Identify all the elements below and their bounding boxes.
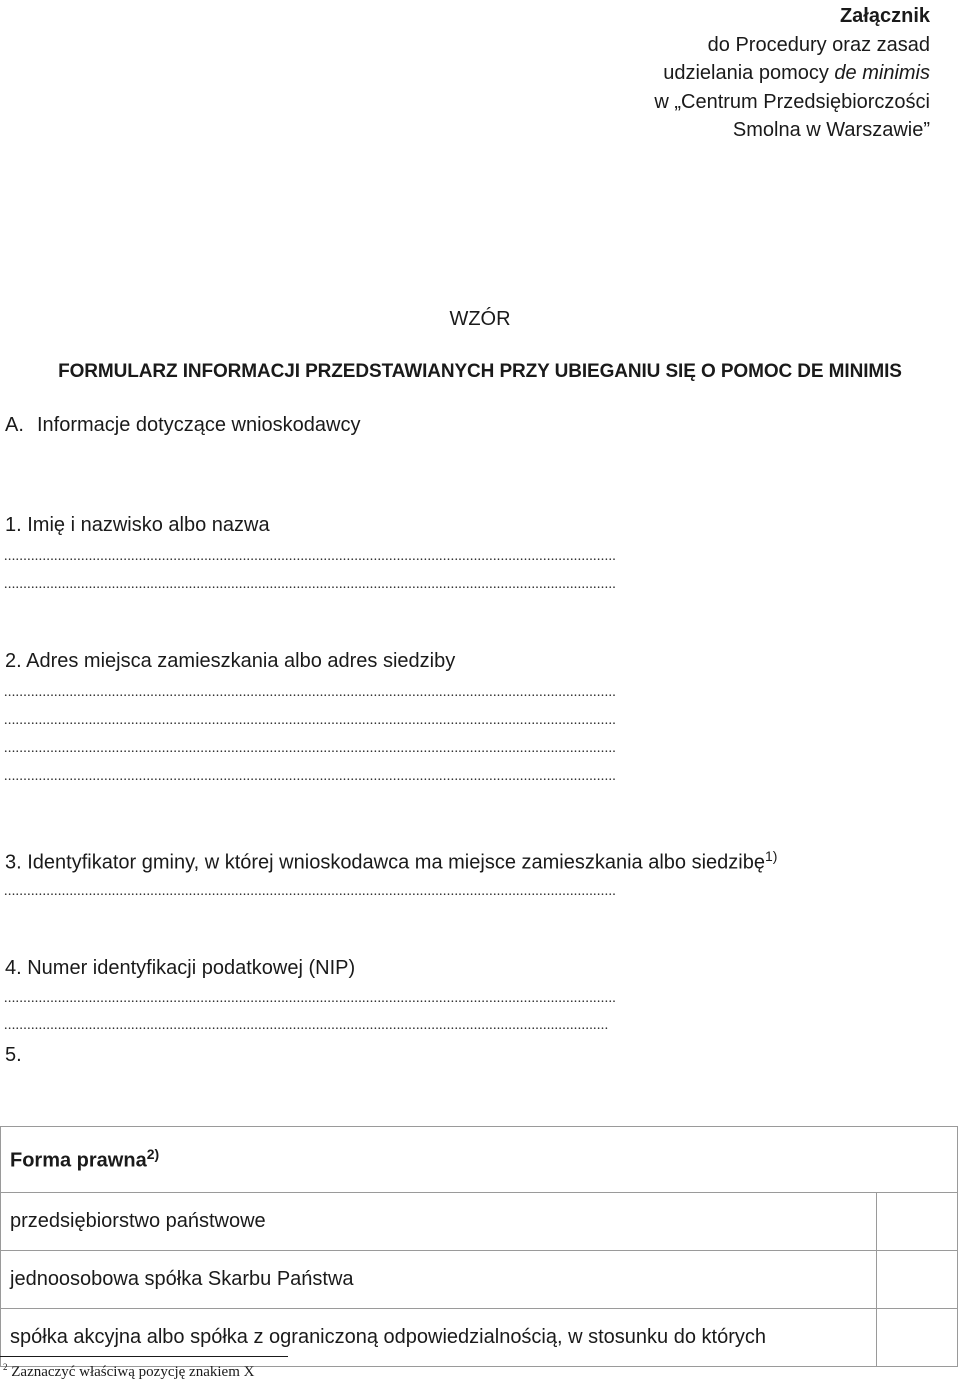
footnote-number: 2	[3, 1362, 8, 1372]
field-4-label: 4. Numer identyfikacji podatkowej (NIP)	[5, 957, 356, 979]
attachment-line-3: udzielania pomocy de minimis	[663, 62, 930, 84]
legal-form-option-label: spółka akcyjna albo spółka z ograniczoną odpowiedzialnością, w stosunku do których	[1, 1309, 877, 1367]
field-2-label: 2. Adres miejsca zamieszkania albo adres siedziby	[5, 650, 456, 672]
legal-form-row	[1, 1193, 958, 1251]
attachment-line-4: w „Centrum Przedsiębiorczości	[654, 90, 930, 113]
field-1-input-line-1[interactable]: ...............................................................................................................................................................	[4, 549, 617, 564]
legal-form-row	[1, 1251, 958, 1309]
legal-form-option-label: przedsiębiorstwo państwowe	[1, 1193, 877, 1251]
legal-form-option-label: jednoosobowa spółka Skarbu Państwa	[1, 1251, 877, 1309]
legal-form-row	[1, 1309, 958, 1367]
template-label: WZÓR	[449, 308, 511, 330]
field-2-input-line-4[interactable]: ...............................................................................................................................................................	[4, 769, 617, 784]
footnote-separator	[0, 1356, 288, 1357]
field-2-input-line-1[interactable]: ...............................................................................................................................................................	[4, 685, 617, 700]
section-a-label: Informacje dotyczące wnioskodawcy	[37, 414, 361, 436]
legal-form-checkbox-cell[interactable]	[877, 1193, 958, 1251]
field-4-input-line-1[interactable]: ...............................................................................................................................................................	[4, 991, 617, 1006]
legal-form-header: Forma prawna$^{2)}$	[1, 1127, 958, 1193]
footnote-text: Zaznaczyć właściwą pozycję znakiem X	[11, 1364, 255, 1380]
form-title: FORMULARZ INFORMACJI PRZEDSTAWIANYCH PRZY UBIEGANIU SIĘ O POMOC DE MINIMIS	[58, 361, 902, 382]
legal-form-table	[0, 1126, 958, 1367]
attachment-title: Załącznik	[839, 5, 930, 27]
field-4-input-line-2[interactable]: .............................................................................................................................................................	[4, 1018, 609, 1033]
legal-form-checkbox-cell[interactable]	[877, 1251, 958, 1309]
field-3-label: 3. Identyfikator gminy, w której wnioskodawca ma miejsce zamieszkania albo siedzibę$^{1)}$	[5, 848, 778, 874]
field-2-input-line-2[interactable]: ...............................................................................................................................................................	[4, 713, 617, 728]
field-2-input-line-3[interactable]: ...............................................................................................................................................................	[4, 741, 617, 756]
field-3-footnote-ref: 1)	[764, 848, 778, 864]
field-5-label: 5.	[5, 1044, 22, 1066]
footnote	[3, 1362, 254, 1381]
legal-form-footnote-ref: 2)	[146, 1146, 160, 1163]
field-1-input-line-2[interactable]: ...............................................................................................................................................................	[4, 577, 617, 592]
section-a-heading	[5, 414, 360, 437]
attachment-header	[654, 2, 930, 145]
attachment-line-5: Smolna w Warszawie”	[732, 119, 930, 141]
legal-form-header-row	[1, 1127, 958, 1193]
legal-form-checkbox-cell[interactable]	[877, 1309, 958, 1367]
field-1-label: 1. Imię i nazwisko albo nazwa	[5, 514, 270, 536]
attachment-line-2: do Procedury oraz zasad	[707, 33, 930, 56]
field-3-input-line-1[interactable]: ...............................................................................................................................................................	[4, 884, 617, 899]
section-a-number: A.	[5, 414, 24, 436]
